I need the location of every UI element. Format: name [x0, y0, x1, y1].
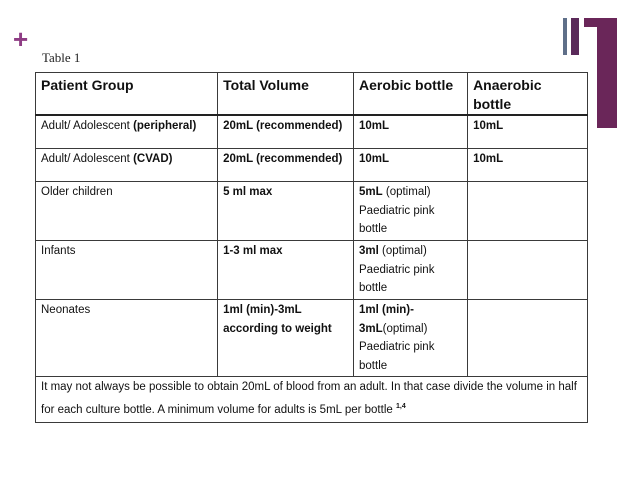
cell-aerobic: 5mL (optimal) Paediatric pink bottle — [354, 182, 468, 241]
table-caption: Table 1 — [42, 50, 81, 65]
cell-aerobic: 10mL — [354, 115, 468, 149]
cell-aerobic: 1ml (min)- 3mL(optimal) Paediatric pink bottle — [354, 300, 468, 377]
cell-aerobic: 10mL — [354, 149, 468, 182]
cell-anaerobic — [468, 241, 588, 300]
blood-culture-volume-table — [35, 72, 588, 423]
header-patient-group: Patient Group — [36, 73, 218, 116]
decorative-bar — [571, 18, 579, 55]
table-row — [36, 182, 588, 241]
cell-patient-group: Adult/ Adolescent (CVAD) — [36, 149, 218, 182]
table-header-row — [36, 73, 588, 116]
cell-patient-group: Adult/ Adolescent (peripheral) — [36, 115, 218, 149]
header-total-volume: Total Volume — [218, 73, 354, 116]
header-aerobic-bottle: Aerobic bottle — [354, 73, 468, 116]
cell-anaerobic — [468, 300, 588, 377]
reference-superscript: 1,4 — [395, 403, 406, 410]
table-row — [36, 149, 588, 182]
table-footnote: It may not always be possible to obtain 20mL of blood from an adult. In that case divide the volume in half for each culture bottle. A minimum volume for adults is 5mL per bottle $^{1,4}$ — [36, 377, 588, 423]
header-anaerobic-bottle: Anaerobic bottle — [468, 73, 588, 116]
decorative-bar — [584, 18, 617, 27]
plus-bullet-icon: + — [13, 24, 29, 54]
table-note-row — [36, 377, 588, 423]
decorative-bar — [597, 27, 617, 128]
cell-total-volume: 20mL (recommended) — [218, 115, 354, 149]
cell-anaerobic: 10mL — [468, 149, 588, 182]
cell-aerobic: 3ml (optimal) Paediatric pink bottle — [354, 241, 468, 300]
cell-total-volume: 1ml (min)-3mL according to weight — [218, 300, 354, 377]
cell-patient-group: Infants — [36, 241, 218, 300]
cell-total-volume: 1-3 ml max — [218, 241, 354, 300]
table-row — [36, 115, 588, 149]
cell-anaerobic: 10mL — [468, 115, 588, 149]
cell-anaerobic — [468, 182, 588, 241]
table-row — [36, 241, 588, 300]
cell-total-volume: 5 ml max — [218, 182, 354, 241]
cell-patient-group: Older children — [36, 182, 218, 241]
cell-total-volume: 20mL (recommended) — [218, 149, 354, 182]
table-row — [36, 300, 588, 377]
cell-patient-group: Neonates — [36, 300, 218, 377]
decorative-bar — [563, 18, 567, 55]
